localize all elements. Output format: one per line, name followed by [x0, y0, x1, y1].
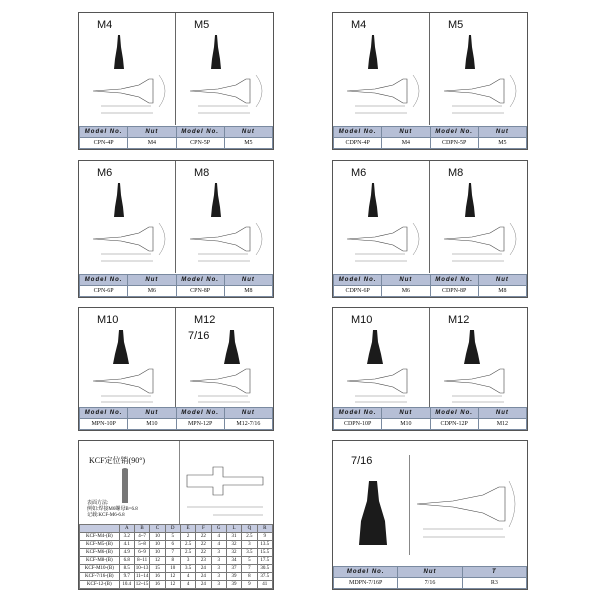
kcf-value-cell: 4 [211, 533, 226, 541]
model-cell: MDPN-7/16P [334, 578, 398, 589]
divider [179, 441, 180, 533]
kcf-table-body [80, 533, 273, 589]
kcf-value-cell: 4.9 [119, 549, 134, 557]
kcf-model-cell: KCF-M10-(B) [80, 565, 120, 573]
col-nut: Nut [382, 275, 430, 286]
technical-drawing [442, 356, 522, 406]
kcf-value-cell: 32 [226, 549, 241, 557]
kcf-value-cell: 10 [150, 533, 165, 541]
col-nut: Nut [478, 408, 526, 419]
thread-size-label: M5 [448, 19, 464, 31]
kcf-model-cell: KCF-M4-(B) [80, 533, 120, 541]
kcf-value-cell: 4 [180, 581, 195, 589]
kcf-value-cell: 39 [226, 581, 241, 589]
kcf-value-cell: 8 [242, 573, 257, 581]
col-model: Model No. [334, 567, 398, 578]
model-cell: CDPN-5P [430, 138, 478, 149]
col-nut: Nut [128, 408, 176, 419]
variant-right [430, 13, 527, 125]
col-header: L [226, 525, 241, 533]
kcf-value-cell: 3.5 [180, 565, 195, 573]
product-card-mdpn-7-16p [332, 440, 528, 590]
product-card-cpn-4p-5p [78, 12, 274, 150]
model-cell: CDPN-4P [334, 138, 382, 149]
kcf-value-cell: 3 [211, 549, 226, 557]
spec-table [79, 407, 273, 430]
nut-cell: M4 [382, 138, 430, 149]
spec-table [333, 274, 527, 297]
kcf-row [80, 581, 273, 589]
nut-cell: M4 [128, 138, 176, 149]
note-line: 例如:焊接M6螺母B=6.8 [87, 507, 138, 512]
kcf-value-cell: 22 [196, 541, 211, 549]
model-cell: CPN-5P [176, 138, 224, 149]
kcf-value-cell: 3.2 [119, 533, 134, 541]
col-model: Model No. [430, 408, 478, 419]
variant-right [176, 13, 273, 125]
col-nut: Nut [382, 408, 430, 419]
technical-drawing [413, 459, 523, 549]
kcf-value-cell: 4 [211, 541, 226, 549]
kcf-row [80, 541, 273, 549]
nut-cell: M8 [478, 286, 526, 297]
kcf-value-cell: 10~13 [135, 566, 149, 571]
kcf-value-cell: 5 [242, 557, 257, 565]
col-header: Q [242, 525, 257, 533]
kcf-row [80, 573, 273, 581]
col-nut: Nut [382, 127, 430, 138]
col-model: Model No. [80, 408, 128, 419]
technical-drawing [345, 356, 425, 406]
kcf-value-cell: 23 [196, 557, 211, 565]
kcf-value-cell: 24 [196, 581, 211, 589]
model-cell: CDPN-10P [334, 419, 382, 430]
spec-table [333, 407, 527, 430]
kcf-value-cell: 10.4 [119, 581, 134, 589]
model-cell: CPN-8P [176, 286, 224, 297]
col-model: Model No. [80, 275, 128, 286]
spec-table [79, 274, 273, 297]
kcf-value-cell: 8 [165, 557, 180, 565]
col-nut: Nut [478, 275, 526, 286]
thread-size-label: M6 [351, 167, 367, 179]
variant-right [430, 308, 527, 408]
variant-left [79, 161, 176, 273]
spec-table [333, 566, 527, 589]
nut-cell: M6 [128, 286, 176, 297]
thread-size-label: M8 [448, 167, 464, 179]
kcf-value-cell: 2 [180, 533, 195, 541]
kcf-value-cell: 3 [242, 541, 257, 549]
kcf-value-cell: 41 [257, 581, 272, 589]
variant-right [176, 161, 273, 273]
nut-cell: M10 [382, 419, 430, 430]
col-header: G [211, 525, 226, 533]
kcf-value-cell: 24 [196, 565, 211, 573]
kcf-value-cell: 6~9 [134, 549, 149, 557]
technical-drawing [188, 61, 268, 121]
kcf-value-cell: 9 [257, 533, 272, 541]
col-nut: Nut [128, 275, 176, 286]
model-cell: MPN-12P [176, 419, 224, 430]
col-header: F [196, 525, 211, 533]
kcf-value-cell: 12~15 [135, 582, 149, 587]
kcf-value-cell: 13.5 [257, 541, 272, 549]
col-header: R [257, 525, 272, 533]
technical-drawing [188, 209, 268, 269]
divider [409, 455, 410, 555]
col-header: E [180, 525, 195, 533]
thread-size-label: M8 [194, 167, 210, 179]
thread-size-label: M4 [97, 19, 113, 31]
nut-cell: 7/16 [398, 578, 462, 589]
kcf-row [80, 549, 273, 557]
kcf-model-cell: KCF-M5-(B) [80, 541, 120, 549]
col-nut: Nut [224, 127, 272, 138]
kcf-value-cell: 4 [180, 573, 195, 581]
col-t: T [462, 567, 526, 578]
col-model: Model No. [430, 275, 478, 286]
variant-left [333, 13, 430, 125]
col-model: Model No. [334, 275, 382, 286]
kcf-value-cell: 17.5 [257, 557, 272, 565]
kcf-value-cell: 3 [211, 581, 226, 589]
kcf-value-cell: 12 [150, 557, 165, 565]
kcf-model-cell: KCF-12-(B) [80, 581, 120, 589]
model-cell: CDPN-8P [430, 286, 478, 297]
model-cell: MPN-10P [80, 419, 128, 430]
kcf-row [80, 565, 273, 573]
kcf-value-cell: 39 [226, 573, 241, 581]
kcf-model-cell: KCF-M8-(B) [80, 557, 120, 565]
model-cell: CPN-6P [80, 286, 128, 297]
kcf-value-cell: 37 [226, 565, 241, 573]
usage-note [87, 501, 138, 519]
nut-cell: M12-7/16 [224, 419, 272, 430]
kcf-value-cell: 30.5 [257, 565, 272, 573]
col-nut: Nut [398, 567, 462, 578]
col-model: Model No. [80, 127, 128, 138]
model-cell: CPN-4P [80, 138, 128, 149]
kcf-value-cell: 6 [165, 541, 180, 549]
kcf-value-cell: 5~8 [134, 541, 149, 549]
product-card-cdpn-6p-8p [332, 160, 528, 298]
locating-pin-image [115, 467, 135, 505]
spec-table [333, 126, 527, 149]
kcf-value-cell: 8.5 [119, 565, 134, 573]
technical-drawing [91, 209, 171, 269]
thread-size-label: M10 [97, 314, 119, 326]
kcf-value-cell: 10 [150, 549, 165, 557]
kcf-value-cell: 16 [150, 573, 165, 581]
product-card-cdpn-10p-12p [332, 307, 528, 431]
col-header: B [134, 525, 149, 533]
nut-cell: M10 [128, 419, 176, 430]
technical-drawing [91, 61, 171, 121]
kcf-value-cell: 8~11 [134, 557, 149, 565]
kcf-spec-table [79, 524, 273, 589]
col-header: C [150, 525, 165, 533]
product-card-cpn-6p-8p [78, 160, 274, 298]
col-nut: Nut [224, 408, 272, 419]
thread-size-alt-label: 7/16 [188, 330, 210, 342]
kcf-value-cell: 2.5 [180, 549, 195, 557]
kcf-row [80, 557, 273, 565]
kcf-value-cell: 4.1 [119, 541, 134, 549]
technical-drawing [188, 356, 268, 406]
kcf-value-cell: 15.5 [257, 549, 272, 557]
kcf-value-cell: 32 [226, 541, 241, 549]
col-nut: Nut [478, 127, 526, 138]
kcf-value-cell: 2.5 [242, 533, 257, 541]
kcf-value-cell: 9 [242, 581, 257, 589]
kcf-value-cell: 37.5 [257, 573, 272, 581]
technical-drawing [345, 61, 425, 121]
kcf-value-cell: 10 [150, 541, 165, 549]
col-nut: Nut [224, 275, 272, 286]
kcf-value-cell: 3 [211, 565, 226, 573]
thread-size-label: M12 [194, 314, 216, 326]
thread-size-label: M5 [194, 19, 210, 31]
kcf-value-cell: 3 [211, 557, 226, 565]
nut-cell: M5 [224, 138, 272, 149]
kcf-value-cell: 3 [211, 573, 226, 581]
technical-drawing [442, 61, 522, 121]
col-model: Model No. [334, 127, 382, 138]
nozzle-image [355, 481, 391, 551]
kcf-value-cell: 12 [165, 581, 180, 589]
kcf-value-cell: 2.5 [180, 541, 195, 549]
kcf-row [80, 533, 273, 541]
technical-drawing [91, 356, 171, 406]
col-model: Model No. [430, 127, 478, 138]
kcf-model-cell: KCF-M6-(B) [80, 549, 120, 557]
kcf-value-cell: 5 [165, 533, 180, 541]
col-header: D [165, 525, 180, 533]
t-cell: R3 [462, 578, 526, 589]
kcf-value-cell: 24 [196, 573, 211, 581]
thread-size-label: M10 [351, 314, 373, 326]
technical-drawing [442, 209, 522, 269]
kcf-value-cell: 7 [165, 549, 180, 557]
kcf-value-cell: 16 [150, 581, 165, 589]
model-cell: CDPN-12P [430, 419, 478, 430]
thread-size-label: M6 [97, 167, 113, 179]
kcf-value-cell: 31 [226, 533, 241, 541]
kcf-value-cell: 15 [150, 565, 165, 573]
kcf-value-cell: 11~14 [135, 574, 149, 579]
kcf-value-cell: 3.5 [242, 549, 257, 557]
note-line: 记载:KCF-M6-6.8 [87, 513, 125, 518]
col-model: Model No. [176, 408, 224, 419]
kcf-title: KCF定位销(90°) [89, 456, 146, 465]
kcf-value-cell: 4~7 [134, 533, 149, 541]
nut-cell: M5 [478, 138, 526, 149]
kcf-value-cell: 12 [165, 573, 180, 581]
thread-size-label: 7/16 [351, 455, 373, 467]
kcf-value-cell: 22 [196, 533, 211, 541]
col-nut: Nut [128, 127, 176, 138]
col-model: Model No. [334, 408, 382, 419]
nut-cell: M8 [224, 286, 272, 297]
col-header [80, 525, 120, 533]
variant-left [333, 308, 430, 408]
thread-size-label: M12 [448, 314, 470, 326]
kcf-value-cell: 34 [226, 557, 241, 565]
kcf-value-cell: 7 [242, 565, 257, 573]
kcf-value-cell: 9.7 [119, 573, 134, 581]
variant-left [333, 161, 430, 273]
kcf-value-cell: 22 [196, 549, 211, 557]
variant-right [430, 161, 527, 273]
variant-left [79, 13, 176, 125]
kcf-value-cell: 10 [165, 565, 180, 573]
product-card-kcf-locating-pin [78, 440, 274, 590]
kcf-value-cell: 3 [180, 557, 195, 565]
col-model: Model No. [176, 127, 224, 138]
variant-right [176, 308, 273, 408]
kcf-value-cell: 6.8 [119, 557, 134, 565]
technical-drawing [345, 209, 425, 269]
nut-cell: M12 [478, 419, 526, 430]
product-card-mpn-10p-12p [78, 307, 274, 431]
nut-cell: M6 [382, 286, 430, 297]
thread-size-label: M4 [351, 19, 367, 31]
product-card-cdpn-4p-5p [332, 12, 528, 150]
variant-left [79, 308, 176, 408]
note-line: 表面方法: [87, 501, 109, 506]
technical-drawing [183, 447, 273, 527]
kcf-model-cell: KCF-7/16-(B) [80, 573, 120, 581]
col-header: A [119, 525, 134, 533]
spec-table [79, 126, 273, 149]
col-model: Model No. [176, 275, 224, 286]
model-cell: CDPN-6P [334, 286, 382, 297]
